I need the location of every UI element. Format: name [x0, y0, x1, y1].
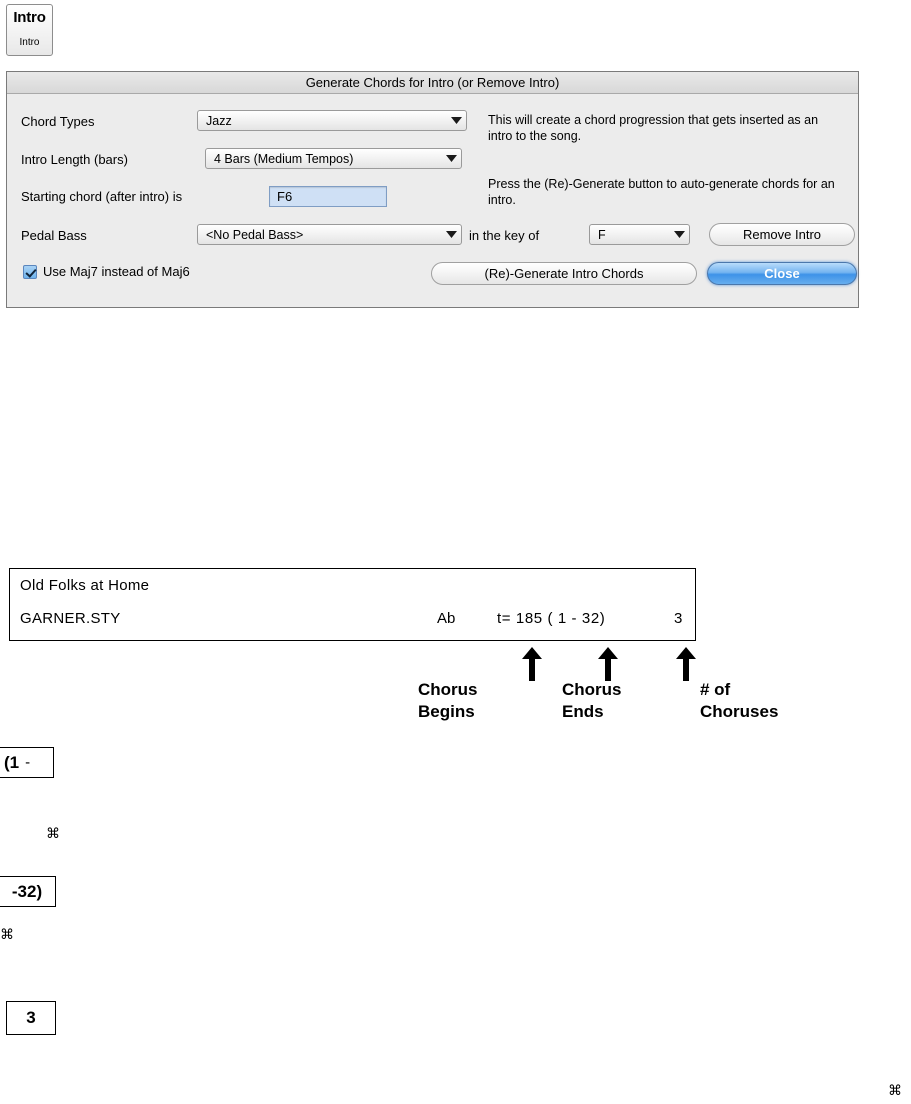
regenerate-intro-chords-button[interactable]: [431, 262, 697, 285]
close-label: Close: [764, 266, 800, 281]
starting-chord-label: Starting chord (after intro) is: [21, 189, 183, 204]
annotation-num-choruses: # of Choruses: [700, 680, 779, 721]
song-title: Old Folks at Home: [20, 577, 150, 594]
regenerate-label: (Re)-Generate Intro Chords: [484, 266, 644, 281]
song-info-box: [9, 568, 696, 641]
chord-types-label: Chord Types: [21, 114, 95, 129]
starting-chord-input[interactable]: [269, 186, 387, 207]
intro-length-label: Intro Length (bars): [21, 152, 128, 167]
key-value: F: [598, 227, 606, 242]
intro-length-dropdown[interactable]: [205, 148, 462, 169]
checkbox-icon[interactable]: [23, 265, 37, 279]
maj7-checkbox-label: Use Maj7 instead of Maj6: [43, 264, 190, 279]
maj7-checkbox-row[interactable]: [23, 264, 190, 279]
help-text-2: Press the (Re)-Generate button to auto-generate chords for an intro.: [488, 177, 835, 207]
callout-num-choruses-value: 3: [26, 1008, 36, 1027]
remove-intro-label: Remove Intro: [742, 227, 822, 242]
chorus-count: 3: [674, 610, 683, 627]
tempo-and-chorus-range: t= 185 ( 1 - 32): [497, 610, 606, 627]
key-of-label: in the key of: [469, 228, 540, 243]
annotation-chorus-ends: Chorus Ends: [562, 680, 622, 721]
callout-chorus-begin-dash: -: [25, 754, 31, 771]
pedal-bass-label: Pedal Bass: [21, 228, 87, 243]
song-key: Ab: [437, 610, 456, 627]
callout-chorus-end: [0, 876, 56, 907]
remove-intro-button[interactable]: [709, 223, 855, 246]
arrow-chorus-begins-icon: [521, 647, 543, 684]
dialog-title: Generate Chords for Intro (or Remove Intro): [7, 72, 858, 94]
command-key-glyph-2: ⌘: [0, 926, 14, 942]
command-key-glyph-3: ⌘: [888, 1082, 902, 1098]
chevron-down-icon: [669, 231, 689, 238]
chevron-down-icon: [446, 117, 466, 124]
callout-chorus-begin: [0, 747, 54, 778]
close-button[interactable]: [707, 262, 857, 285]
chevron-down-icon: [441, 231, 461, 238]
callout-chorus-end-value: -32): [11, 881, 43, 901]
intro-button-caption: Intro: [19, 37, 40, 48]
pedal-bass-value: <No Pedal Bass>: [206, 227, 304, 242]
intro-length-value: 4 Bars (Medium Tempos): [214, 151, 354, 166]
annotation-chorus-begins: Chorus Begins: [418, 680, 478, 721]
arrow-num-choruses-icon: [675, 647, 697, 684]
starting-chord-value: F6: [277, 189, 293, 204]
callout-num-choruses: [6, 1001, 56, 1035]
callout-chorus-begin-value: (1: [4, 752, 20, 772]
intro-toolbar-button[interactable]: [6, 4, 53, 56]
help-text-1: This will create a chord progression that gets inserted as an intro to the song.: [488, 113, 819, 143]
dialog-body: [7, 94, 858, 308]
intro-button-label: Intro: [13, 9, 46, 26]
pedal-bass-dropdown[interactable]: [197, 224, 462, 245]
command-key-glyph-1: ⌘: [46, 825, 60, 841]
style-file-name: GARNER.STY: [20, 610, 121, 627]
generate-intro-dialog: [6, 71, 859, 308]
key-dropdown[interactable]: [589, 224, 690, 245]
chord-types-value: Jazz: [206, 113, 232, 128]
chord-types-dropdown[interactable]: [197, 110, 467, 131]
chevron-down-icon: [441, 155, 461, 162]
